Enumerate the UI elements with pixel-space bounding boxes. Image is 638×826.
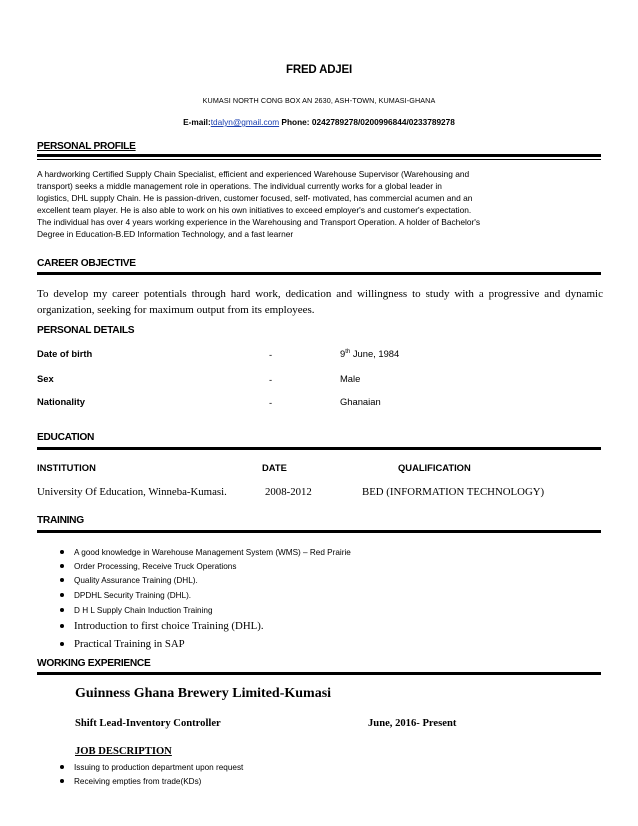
column-header-date: DATE	[262, 462, 287, 473]
list-item: Practical Training in SAP	[60, 635, 351, 653]
detail-value	[340, 348, 399, 359]
section-divider	[37, 672, 601, 675]
candidate-name: FRED ADJEI	[286, 64, 352, 76]
list-item: Receiving empties from trade(KDs)	[60, 774, 243, 788]
training-list	[60, 545, 351, 653]
list-item: Order Processing, Receive Truck Operations	[60, 559, 351, 573]
email-label: E-mail:	[183, 117, 211, 127]
profile-line: The individual has over 4 years working experience in the Warehousing and Transport Operation. A holder of Bachelor's	[37, 217, 481, 227]
list-item: Introduction to first choice Training (DHL).	[60, 617, 351, 635]
dob-suffix: th	[345, 348, 351, 355]
detail-value: Ghanaian	[340, 396, 381, 407]
education-qualification: BED (INFORMATION TECHNOLOGY)	[362, 486, 545, 498]
bullet-icon	[60, 765, 64, 769]
company-name: Guinness Ghana Brewery Limited-Kumasi	[75, 686, 332, 701]
section-heading-profile: PERSONAL PROFILE	[37, 141, 136, 152]
section-divider-thin	[37, 159, 601, 160]
bullet-icon	[60, 550, 64, 554]
list-item: D H L Supply Chain Induction Training	[60, 603, 351, 617]
section-heading-education: EDUCATION	[37, 432, 95, 443]
phone-label: Phone:	[279, 117, 312, 127]
section-divider	[37, 154, 601, 157]
detail-label: Nationality	[37, 396, 85, 407]
bullet-icon	[60, 608, 64, 612]
objective-text: To develop my career potentials through hard work, dedication and willingness to study with a progressive and dynamic organization, seeking for maximum output from its employees.	[37, 288, 603, 316]
detail-row-sex	[37, 373, 54, 385]
profile-line: Degree in Education-B.ED Information Technology, and a fast learner	[37, 229, 294, 239]
detail-separator: -	[269, 349, 273, 360]
job-description-heading: JOB DESCRIPTION	[75, 746, 172, 757]
list-item: A good knowledge in Warehouse Management System (WMS) – Red Prairie	[60, 545, 351, 559]
postal-address: KUMASI NORTH CONG BOX AN 2630, ASH-TOWN, KUMASI-GHANA	[202, 96, 436, 105]
education-date: 2008-2012	[265, 486, 312, 498]
list-item: Quality Assurance Training (DHL).	[60, 573, 351, 587]
duties-list	[60, 760, 243, 788]
section-heading-personal: PERSONAL DETAILS	[37, 325, 135, 336]
dob-month-year: June, 1984	[350, 348, 400, 359]
detail-label: Sex	[37, 373, 54, 384]
list-item: DPDHL Security Training (DHL).	[60, 587, 351, 603]
bullet-icon	[60, 578, 64, 582]
dob-day: 9	[340, 348, 346, 359]
section-divider	[37, 272, 601, 275]
detail-separator: -	[269, 397, 273, 408]
section-heading-training: TRAINING	[37, 515, 84, 526]
detail-row-nationality	[37, 396, 85, 408]
contact-line	[0, 117, 638, 127]
detail-separator: -	[269, 374, 273, 385]
profile-line: logistics, DHL supply Chain. He is passion-driven, customer focused, self- motivated, has commercial acumen and an	[37, 193, 473, 203]
profile-line: A hardworking Certified Supply Chain Specialist, efficient and experienced Warehouse Supervisor (Warehousing and	[37, 169, 470, 179]
section-divider	[37, 530, 601, 533]
bullet-icon	[60, 779, 64, 783]
detail-value: Male	[340, 373, 361, 384]
list-item: Issuing to production department upon request	[60, 760, 243, 774]
column-header-qualification: QUALIFICATION	[398, 462, 471, 473]
section-heading-objective: CAREER OBJECTIVE	[37, 258, 136, 269]
section-divider	[37, 447, 601, 450]
phone-numbers: 0242789278/0200996844/0233789278	[311, 117, 455, 127]
job-title: Shift Lead-Inventory Controller	[75, 718, 221, 729]
bullet-icon	[60, 624, 64, 628]
section-heading-experience: WORKING EXPERIENCE	[37, 658, 151, 669]
education-institution: University Of Education, Winneba-Kumasi.	[37, 486, 227, 498]
bullet-icon	[60, 642, 64, 646]
profile-line: transport) seeks a middle management role in operations. The individual currently works for a global leader in	[37, 181, 442, 191]
bullet-icon	[60, 564, 64, 568]
detail-row-dob	[37, 348, 92, 360]
detail-label: Date of birth	[37, 348, 93, 359]
column-header-institution: INSTITUTION	[37, 462, 96, 473]
profile-line: excellent team player. He is also able to work on his own initiatives to exceed employer's and customer's expectation.	[37, 205, 472, 215]
job-period: June, 2016- Present	[368, 718, 457, 729]
bullet-icon	[60, 593, 64, 597]
email-link[interactable]: tdalyn@gmail.com	[210, 117, 280, 127]
profile-paragraph	[37, 168, 601, 240]
